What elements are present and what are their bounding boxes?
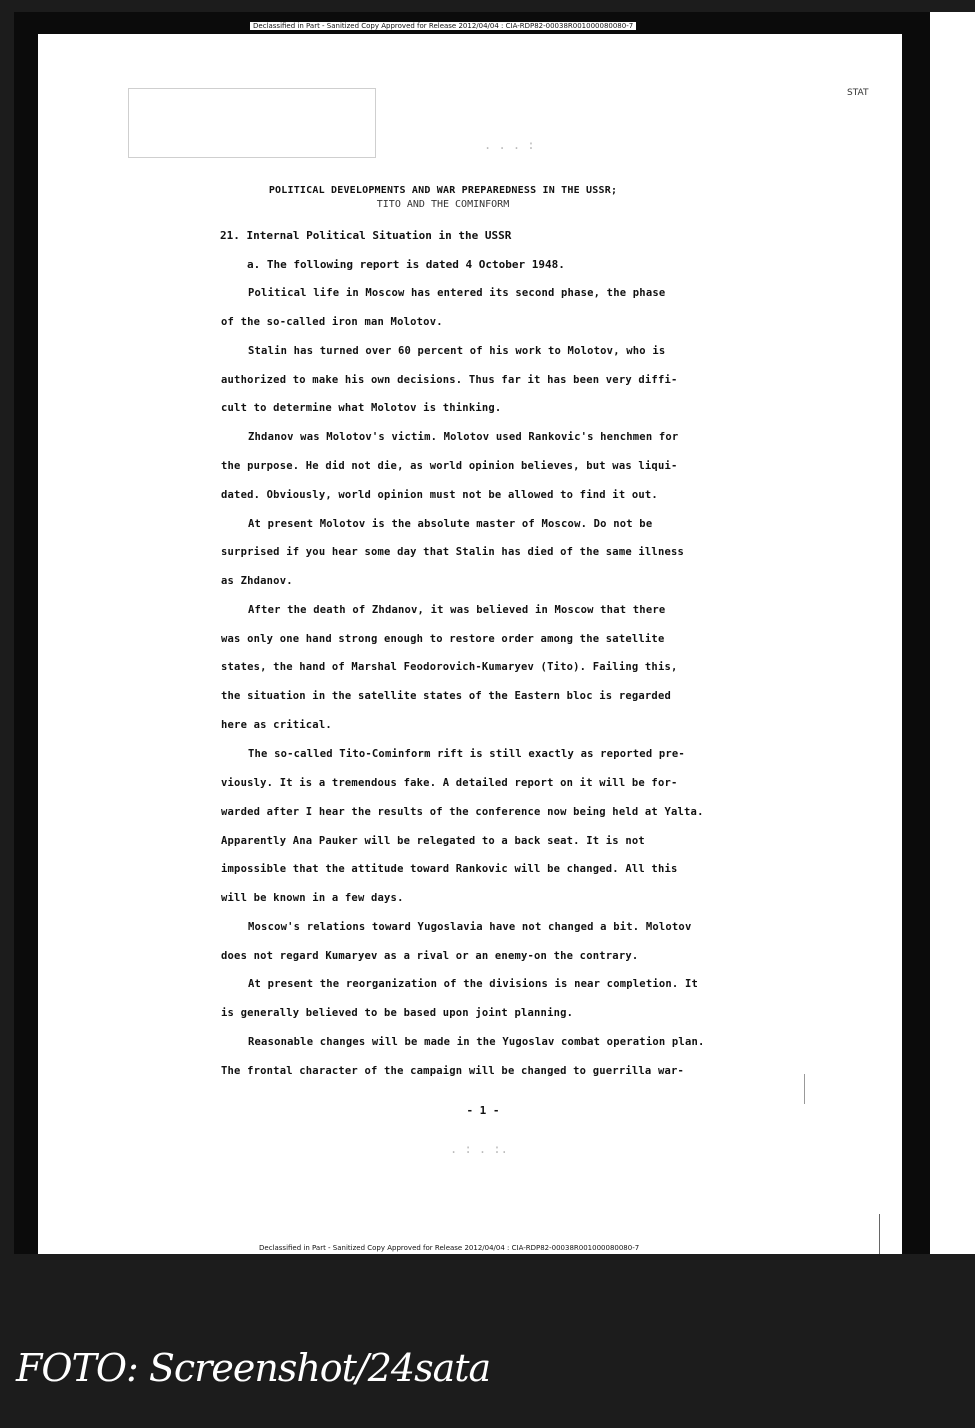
body-line: as Zhdanov. xyxy=(221,575,293,587)
body-line: the situation in the satellite states of the Eastern bloc is regarded xyxy=(221,690,671,702)
body-line: Political life in Moscow has entered its second phase, the phase xyxy=(248,287,666,299)
body-line: is generally believed to be based upon joint planning. xyxy=(221,1007,574,1019)
body-line: the purpose. He did not die, as world opinion believes, but was liqui- xyxy=(221,460,678,472)
body-line: authorized to make his own decisions. Thus far it has been very diffi- xyxy=(221,374,678,386)
body-line: At present the reorganization of the divisions is near completion. It xyxy=(248,978,698,990)
body-line: of the so-called iron man Molotov. xyxy=(221,316,443,328)
body-line: Reasonable changes will be made in the Yugoslav combat operation plan. xyxy=(248,1036,705,1048)
redaction-box xyxy=(128,88,376,158)
body-line: was only one hand strong enough to restore order among the satellite xyxy=(221,633,665,645)
body-line: cult to determine what Molotov is thinking. xyxy=(221,402,502,414)
section-heading: 21. Internal Political Situation in the USSR xyxy=(220,229,512,242)
page-number: - 1 - xyxy=(466,1104,500,1117)
body-line: surprised if you hear some day that Stalin has died of the same illness xyxy=(221,546,685,558)
subheading: a. The following report is dated 4 October 1948. xyxy=(247,258,565,271)
body-line: warded after I hear the results of the conference now being held at Yalta. xyxy=(221,806,704,818)
body-line: The frontal character of the campaign will be changed to guerrilla war- xyxy=(221,1065,685,1077)
document-page xyxy=(38,34,902,1254)
photo-credit-caption: FOTO: Screenshot/24sata xyxy=(16,1346,491,1390)
body-line: does not regard Kumaryev as a rival or an enemy-on the contrary. xyxy=(221,950,639,962)
body-line: Stalin has turned over 60 percent of his work to Molotov, who is xyxy=(248,345,666,357)
document-subtitle: TITO AND THE COMINFORM xyxy=(376,199,510,210)
body-line: here as critical. xyxy=(221,719,332,731)
declassification-stamp-bottom: Declassified in Part - Sanitized Copy Approved for Release 2012/04/04 : CIA-RDP82-00038R001000080080-7 xyxy=(256,1244,642,1252)
body-line: impossible that the attitude toward Rankovic will be changed. All this xyxy=(221,863,678,875)
scan-smudge: . . . : xyxy=(484,138,535,152)
document-title: POLITICAL DEVELOPMENTS AND WAR PREPAREDNESS IN THE USSR; xyxy=(268,185,618,196)
scan-mark xyxy=(804,1074,805,1104)
body-line: The so-called Tito-Cominform rift is still exactly as reported pre- xyxy=(248,748,685,760)
body-line: Apparently Ana Pauker will be relegated to a back seat. It is not xyxy=(221,835,645,847)
declassification-stamp-top: Declassified in Part - Sanitized Copy Approved for Release 2012/04/04 : CIA-RDP82-00038R001000080080-7 xyxy=(250,22,636,30)
body-line: states, the hand of Marshal Feodorovich-Kumaryev (Tito). Failing this, xyxy=(221,661,678,673)
body-line: Zhdanov was Molotov's victim. Molotov used Rankovic's henchmen for xyxy=(248,431,679,443)
scan-smudge: . : . :. xyxy=(450,1142,508,1156)
body-line: At present Molotov is the absolute master of Moscow. Do not be xyxy=(248,518,653,530)
scan-mark xyxy=(879,1214,880,1254)
stat-label: STAT xyxy=(847,88,869,98)
body-line: viously. It is a tremendous fake. A detailed report on it will be for- xyxy=(221,777,678,789)
body-line: will be known in a few days. xyxy=(221,892,404,904)
page-edge-strip xyxy=(930,12,975,1254)
body-line: dated. Obviously, world opinion must not be allowed to find it out. xyxy=(221,489,658,501)
body-line: After the death of Zhdanov, it was believed in Moscow that there xyxy=(248,604,666,616)
body-line: Moscow's relations toward Yugoslavia have not changed a bit. Molotov xyxy=(248,921,692,933)
